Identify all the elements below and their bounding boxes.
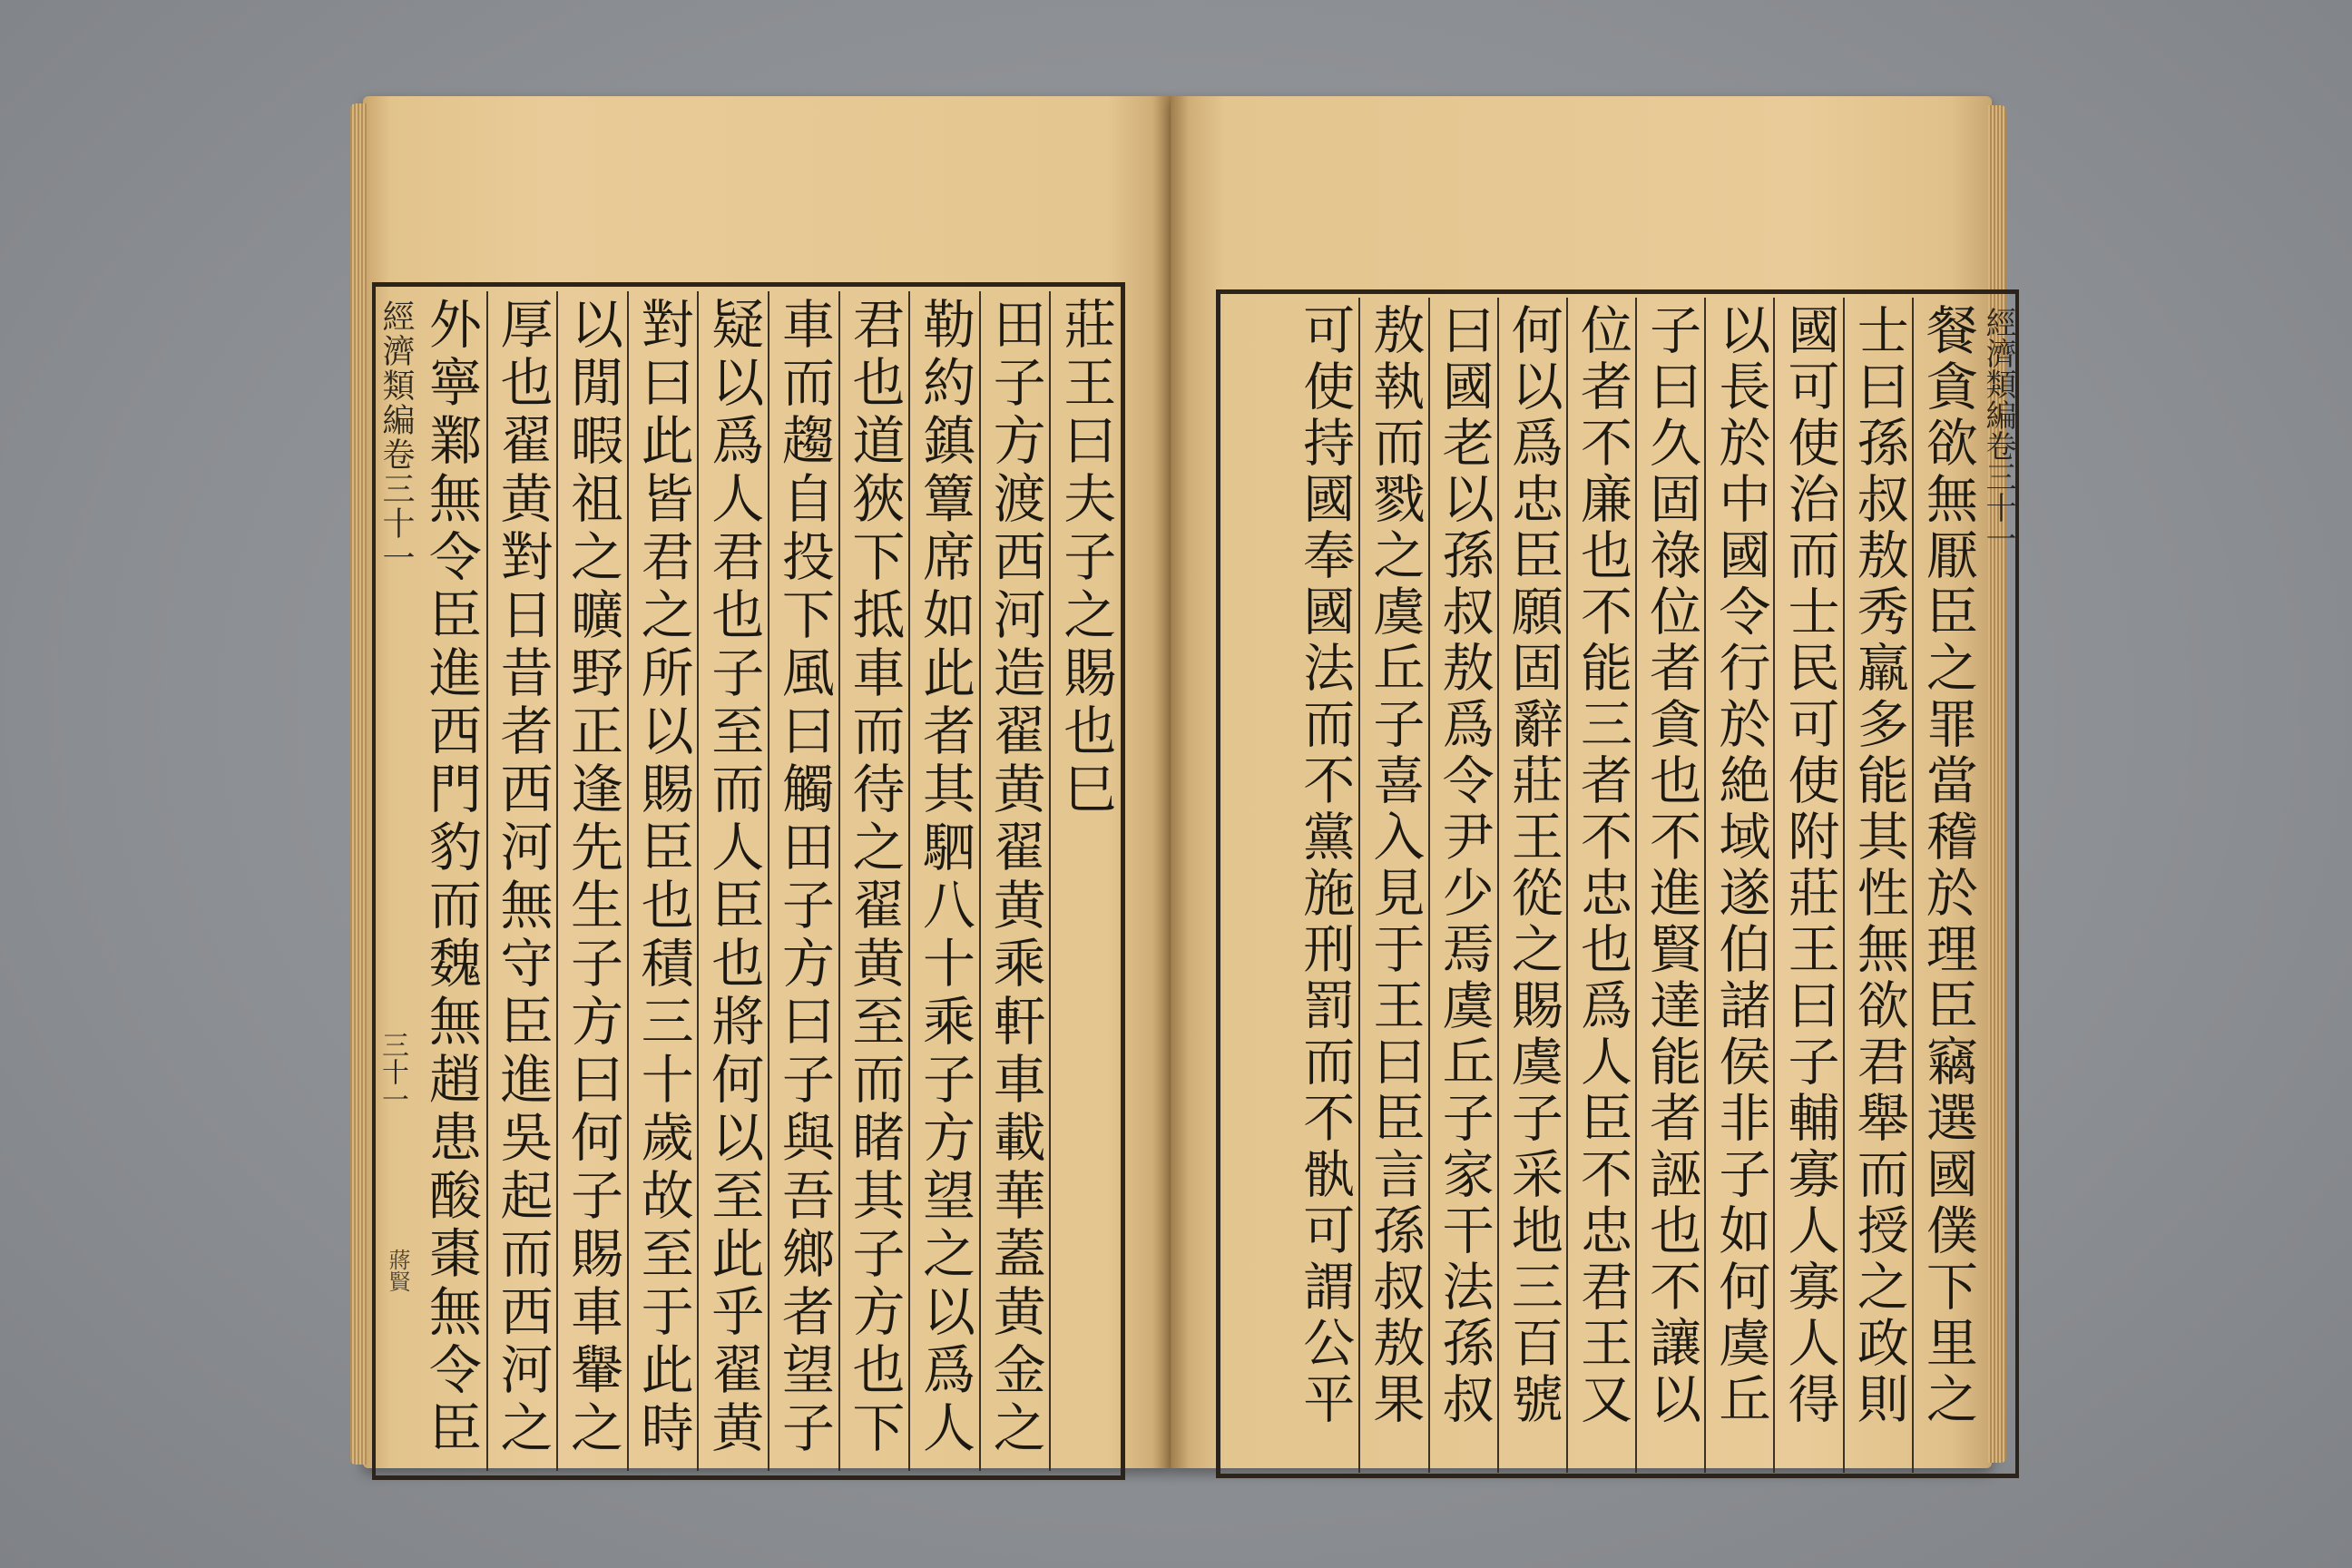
text-column: 位者不廉也不能三者不忠也爲人臣不忠君王又 xyxy=(1566,298,1635,1473)
text-column: 田子方渡西河造翟黄翟黄乘軒車載華蓋黄金之 xyxy=(979,291,1050,1471)
text-column: 國可使治而士民可使附莊王曰子輔寡人寡人得 xyxy=(1773,298,1842,1473)
left-margin-mark: 三十一 xyxy=(377,1031,408,1112)
book-gutter xyxy=(1152,96,1189,1468)
text-column: 勒約鎮簟席如此者其駟八十乘子方望之以爲人 xyxy=(908,291,979,1471)
text-column: 莊王曰夫子之賜也巳 xyxy=(1049,291,1120,1471)
text-column: 子曰久固祿位者貪也不進賢達能者誣也不讓以 xyxy=(1635,298,1704,1473)
text-column: 外寧鄴無令臣進西門豹而魏無趙患酸棗無令臣 xyxy=(419,297,482,1458)
right-margin-column xyxy=(1980,289,2019,1478)
left-margin-title: 經濟類編卷三十一 xyxy=(377,299,415,575)
left-text-block xyxy=(416,291,1120,1471)
text-column: 餐貪欲無厭臣之罪當稽於理臣竊選國僕下里之 xyxy=(1912,298,1981,1473)
text-column: 君也道狹下抵車而待之翟黄至而睹其子方也下 xyxy=(838,291,909,1471)
right-margin-title: 經濟類編卷三十一 xyxy=(1980,307,2016,554)
text-column: 何以爲忠臣願固辭莊王從之賜虞子采地三百號 xyxy=(1497,298,1566,1473)
text-column: 士曰孫叔敖秀羸多能其性無欲君舉而授之政則 xyxy=(1843,298,1912,1473)
right-text-block xyxy=(1220,298,1981,1473)
left-margin-foot: 蔣賢 xyxy=(385,1249,410,1292)
text-column: 以長於中國令行於絶域遂伯諸侯非子如何虞丘 xyxy=(1704,298,1773,1473)
text-column: 可使持國奉國法而不黨施刑罰而不骫可謂公平 xyxy=(1294,303,1355,1428)
text-column: 敖執而戮之虞丘子喜入見于王曰臣言孫叔敖果 xyxy=(1358,298,1427,1473)
open-book xyxy=(363,96,2016,1468)
text-column: 疑以爲人君也子至而人臣也將何以至此乎翟黄 xyxy=(697,291,768,1471)
text-column: 車而趨自投下風曰觸田子方曰子與吾鄉者望子 xyxy=(768,291,838,1471)
left-page-edge xyxy=(350,103,367,1465)
text-column: 以閒暇祖之曠野正逢先生子方曰何子賜車轝之 xyxy=(556,291,627,1471)
text-column: 厚也翟黄對日昔者西河無守臣進吳起而西河之 xyxy=(486,291,557,1471)
text-column: 對曰此皆君之所以賜臣也積三十歲故至于此時 xyxy=(627,291,698,1471)
text-column: 曰國老以孫叔敖爲令尹少焉虞丘子家干法孫叔 xyxy=(1428,298,1497,1473)
